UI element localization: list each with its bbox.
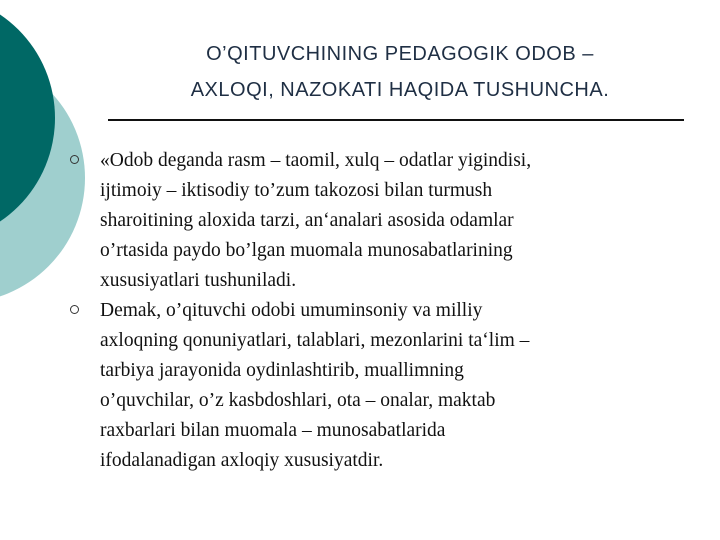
hollow-circle-bullet-icon (70, 155, 79, 164)
bullet-text-line: «Odob deganda rasm – taomil, xulq – odatlar yigindisi, (100, 150, 532, 171)
bullet-text-line: o’rtasida paydo bo’lgan muomala munosabatlarining (100, 240, 513, 261)
bullet-text-line: Demak, o’qituvchi odobi umuminsoniy va milliy (100, 300, 483, 321)
bullet-text-line: o’quvchilar, o’z kasbdoshlari, ota – onalar, maktab (100, 390, 496, 411)
title-underline (108, 119, 684, 121)
title-line-1: O’QITUVCHINING PEDAGOGIK ODOB – (206, 43, 594, 65)
bullet-text-line: raxbarlari bilan muomala – munosabatlarida (100, 420, 446, 441)
bullet-list (70, 146, 690, 476)
bullet-item-definition (70, 146, 690, 296)
bullet-text-line: tarbiya jarayonida oydinlashtirib, muallimning (100, 360, 464, 381)
slide-title (100, 36, 700, 108)
bullet-text-line: sharoitining aloxida tarzi, an‘analari asosida odamlar (100, 210, 514, 231)
title-line-2: AXLOQI, NAZOKATI HAQIDA TUSHUNCHA. (190, 79, 610, 101)
bullet-text-line: ijtimoiy – iktisodiy to’zum takozosi bilan turmush (100, 180, 493, 201)
bullet-text-line: axloqning qonuniyatlari, talablari, mezonlarini ta‘lim – (100, 330, 530, 351)
hollow-circle-bullet-icon (70, 305, 79, 314)
bullet-item-conclusion (70, 296, 690, 476)
bullet-text-line: xususiyatlari tushuniladi. (100, 270, 297, 291)
bullet-text-line: ifodalanadigan axloqiy xususiyatdir. (100, 450, 384, 471)
